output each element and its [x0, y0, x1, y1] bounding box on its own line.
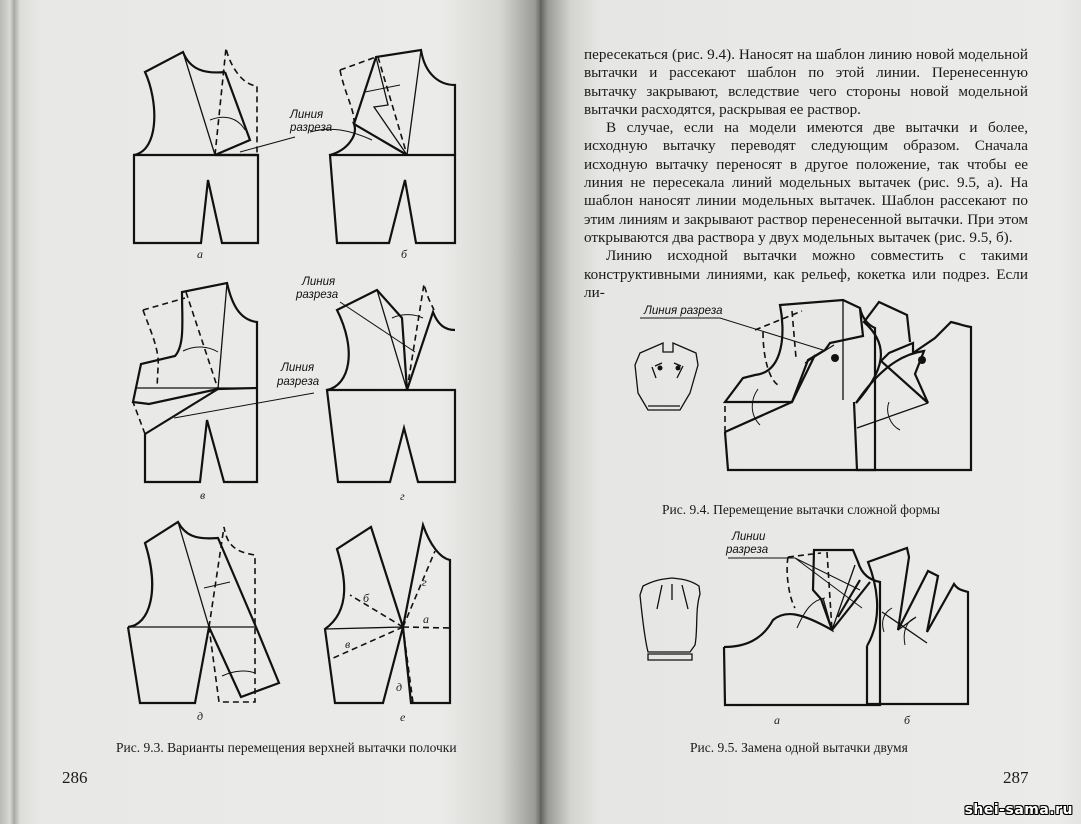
fig-9-5-garment-sketch — [640, 578, 700, 660]
panel-e-diagram — [325, 525, 450, 703]
fig-9-5-annotation-2: разреза — [726, 544, 769, 556]
panel-e-label: е — [400, 710, 406, 724]
panel-g-original-outline — [407, 284, 434, 390]
panel-b-lower-block — [330, 155, 455, 243]
panel-e-line-label-a: а — [423, 612, 429, 626]
fig-9-5-a-model-darts — [832, 580, 870, 630]
panel-e-waist-line — [325, 627, 403, 629]
figure-9-3-caption: Рис. 9.3. Варианты перемещения верхней вытачки полочки — [116, 740, 457, 755]
panel-v-leader-line — [174, 393, 314, 418]
panel-d-diagram — [128, 522, 279, 703]
panel-g-outline — [327, 290, 455, 390]
panel-e-line-label-d: д — [396, 680, 403, 694]
panel-a-diagram — [134, 48, 332, 243]
fig-9-4-open-outline — [854, 322, 971, 470]
panel-v-annotation-2: разреза — [277, 376, 320, 388]
fig-9-5-b-outline — [867, 548, 968, 704]
fig-9-4-garment-sketch — [635, 343, 698, 410]
panel-a-annotation-1: Линия — [290, 109, 324, 121]
figure-9-5-caption: Рис. 9.5. Замена одной вытачки двумя — [690, 740, 908, 755]
panel-a-leader-line — [240, 137, 295, 152]
panel-v-outline — [133, 283, 257, 482]
panel-e-outline — [325, 525, 450, 703]
panel-g-annotation-2: разреза — [296, 289, 339, 301]
panel-g-leader-line — [340, 302, 415, 352]
panel-v-center-lines — [137, 283, 257, 389]
fig-9-5-sketch-outline — [640, 578, 700, 652]
panel-g-annotation-1: Линия — [302, 276, 336, 288]
panel-v-diagram — [133, 283, 319, 482]
panel-g-lower-block — [327, 390, 455, 482]
fig-9-4-sketch-outline — [635, 343, 698, 410]
panel-b-outline — [330, 50, 455, 155]
figures-9-4-9-5 — [540, 0, 1081, 824]
panel-v-label: в — [200, 488, 206, 502]
panel-d-rotation-arrows — [204, 582, 255, 676]
paragraph-1: пересекаться (рис. 9.4). Наносят на шаблон линию новой модельной вытачки и рассекают шаблон по этой линии. Перенесенную вытачку закрывают, вследствие чего стороны новой модельной вытачки расходятся, раскрывая ее раствор. — [584, 46, 1028, 118]
panel-a-dart-side — [183, 52, 215, 155]
panel-d-label: д — [197, 709, 204, 723]
panel-v-rotation-arrow — [183, 347, 218, 352]
paragraph-2: В случае, если на модели имеются две вытачки и более, исходную вытачку переводят следующим образом. Сначала исходную вытачку переносят в другое положение, так чтобы ее линия не пересекала линий модельных вытачек (рис. 9.5, а). На шаблон наносят линии модельных вытачек. Шаблон рассекают по этим линиям и закрывают раствор перенесенной вытачки. При этом открываются два раствора у двух модельных вытачек (рис. 9.5, б). — [584, 119, 1028, 246]
panel-d-outline — [128, 522, 256, 703]
fig-9-4-annotation: Линия разреза — [644, 305, 723, 317]
fig-9-5-panel-a-diagram — [724, 531, 880, 705]
paragraph-3: Линию исходной вытачки можно совместить с такими конструктивными линиями, как рельеф, кокетка или подрез. Если ли- — [584, 247, 1028, 301]
figure-9-4-caption: Рис. 9.4. Перемещение вытачки сложной формы — [662, 502, 940, 517]
fig-9-4-open-bust-point — [918, 356, 926, 364]
fig-9-5-panel-a-label: а — [774, 713, 780, 727]
fig-9-4-sketch-dot-left — [658, 366, 663, 371]
panel-a-annotation-2: разреза — [290, 122, 333, 134]
fig-9-5-annotation-1: Линии — [732, 531, 766, 543]
panel-a-lower-block — [134, 155, 258, 243]
panel-a-rotation-arrow — [210, 117, 245, 130]
panel-b-label: б — [401, 247, 408, 261]
panel-v-annotation-1: Линия — [281, 362, 315, 374]
fig-9-5-sketch-band — [648, 654, 692, 660]
panel-d-rotated-piece — [209, 627, 279, 697]
fig-9-4-moved-dart — [792, 355, 815, 402]
fig-9-4-bust-point — [831, 354, 839, 362]
left-page-number: 286 — [62, 768, 88, 787]
panel-a-armhole-shoulder — [134, 52, 225, 155]
fig-9-5-panel-b-label: б — [904, 713, 911, 727]
right-page-number: 287 — [1003, 768, 1029, 787]
panel-e-line-label-g: г — [422, 575, 427, 589]
fig-9-4-cut-edge — [725, 402, 792, 432]
fig-9-5-sketch-gathers — [657, 584, 688, 609]
panel-e-line-label-b: б — [363, 591, 370, 605]
figure-9-3 — [0, 0, 540, 824]
panel-e-line-label-v: в — [345, 637, 351, 651]
panel-b-diagram — [310, 50, 455, 243]
fig-9-4-pattern-closed — [640, 300, 875, 470]
fig-9-4-sketch-darts — [652, 363, 683, 378]
panel-a-label: а — [197, 247, 203, 261]
watermark: shei-sama.ru — [964, 802, 1073, 818]
fig-9-5-panel-b-diagram — [867, 548, 968, 704]
panel-b-rotation-arrow — [365, 85, 400, 92]
fig-9-4-sketch-dot-right — [676, 366, 681, 371]
fig-9-5-a-outline — [724, 550, 880, 705]
panel-g-label: г — [400, 489, 405, 503]
